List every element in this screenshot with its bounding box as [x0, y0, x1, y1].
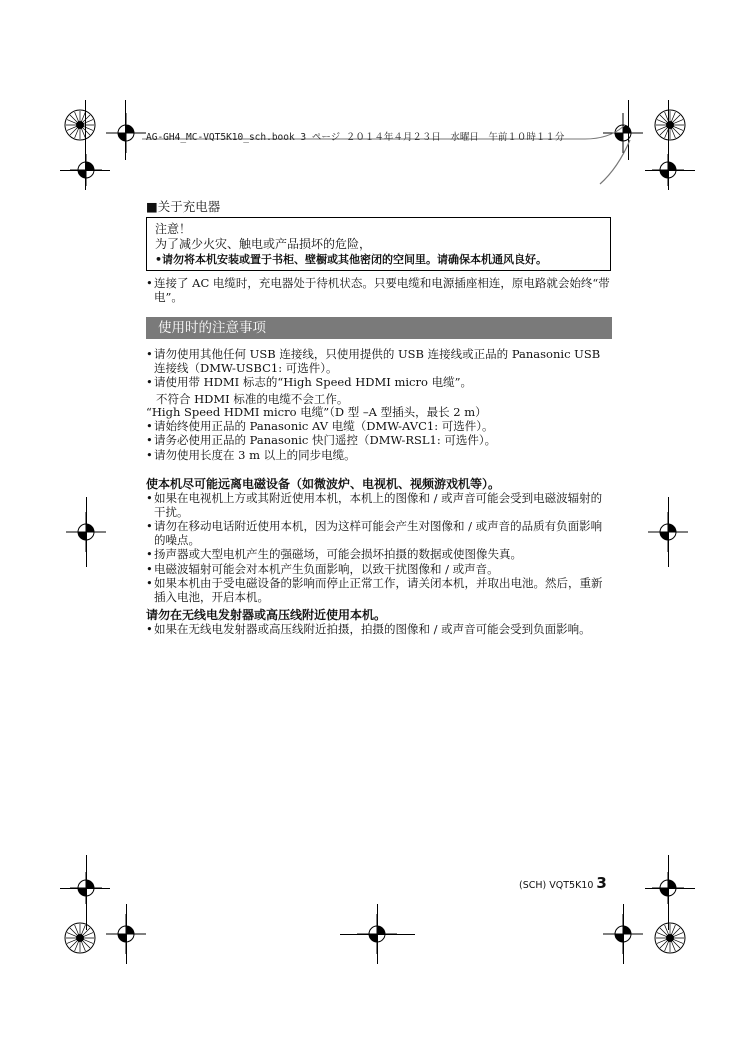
list-item: • 如果在无线电发射器或高压线附近拍摄，拍摄的图像和 / 或声音可能会受到负面影响。: [146, 623, 612, 637]
crosshair-mark-icon: [648, 150, 688, 190]
caution-box: [146, 217, 611, 271]
page-number: 3: [596, 874, 607, 892]
registration-mark-icon: [650, 918, 690, 958]
em-list: [146, 492, 612, 605]
registration-mark-icon: [60, 105, 100, 145]
registration-mark-icon: [650, 105, 690, 145]
list-item: • 如果本机由于受电磁设备的影响而停止正常工作，请关闭本机，并取出电池。然后，重新插入电池，开启本机。: [146, 577, 612, 604]
caution-title: 注意！: [155, 222, 192, 236]
caution-instruction: •请勿将本机安装或置于书柜、壁橱或其他密闭的空间里。请确保本机通风良好。: [155, 253, 548, 266]
section-heading-radio: 请勿在无线电发射器或高压线附近使用本机。: [146, 608, 387, 622]
list-item: • 请勿在移动电话附近使用本机，因为这样可能会产生对图像和 / 或声音的品质有负面影响的噪点。: [146, 520, 612, 547]
charger-notes: [146, 277, 612, 305]
section-heading-charger: ■关于充电器: [146, 199, 221, 214]
print-info-header: AG-GH4_MC-VQT5K10_sch.book 3 ページ ２０１４年４月２３日 水曜日 午前１０時１１分: [146, 132, 565, 143]
list-item: • 如果在电视机上方或其附近使用本机，本机上的图像和 / 或声音可能会受到电磁波辐射的干扰。: [146, 492, 612, 519]
document-code: (SCH) VQT5K10: [519, 880, 594, 891]
crosshair-mark-icon: [648, 868, 688, 908]
section-band-precautions: 使用时的注意事项: [146, 317, 612, 339]
radio-list: [146, 623, 612, 638]
crosshair-mark-icon: [66, 868, 106, 908]
list-item: • 请使用带 HDMI 标志的“High Speed HDMI micro 电缆”。: [146, 376, 612, 390]
list-item: • 请务必使用正品的 Panasonic 快门遥控（DMW-RSL1: 可选件）。: [146, 434, 612, 448]
list-item: • 连接了 AC 电缆时，充电器处于待机状态。只要电缆和电源插座相连，原电路就会始终“带电”。: [146, 277, 612, 304]
list-item: • 请勿使用长度在 3 m 以上的同步电缆。: [146, 449, 612, 463]
list-item: • 扬声器或大型电机产生的强磁场，可能会损坏拍摄的数据或使图像失真。: [146, 548, 612, 562]
caution-warning: 为了减少火灾、触电或产品损坏的危险，: [155, 237, 372, 251]
registration-mark-icon: [60, 918, 100, 958]
list-item: • 请勿使用其他任何 USB 连接线，只使用提供的 USB 连接线或正品的 Panasonic USB 连接线（DMW-USBC1: 可选件）。: [146, 348, 612, 375]
hdmi-spec: “High Speed HDMI micro 电缆”（D 型 –A 型插头，最长 2 m）: [146, 405, 487, 419]
hdmi-note: 不符合 HDMI 标准的电缆不会工作。: [156, 391, 349, 406]
page-footer: [519, 874, 607, 892]
list-item: • 请始终使用正品的 Panasonic AV 电缆（DMW-AVC1: 可选件）。: [146, 420, 612, 434]
precautions-list: [146, 348, 612, 463]
crosshair-mark-icon: [66, 150, 106, 190]
section-heading-em: 使本机尽可能远离电磁设备（如微波炉、电视机、视频游戏机等）。: [146, 477, 501, 491]
list-item: • 电磁波辐射可能会对本机产生负面影响，以致干扰图像和 / 或声音。: [146, 563, 612, 577]
